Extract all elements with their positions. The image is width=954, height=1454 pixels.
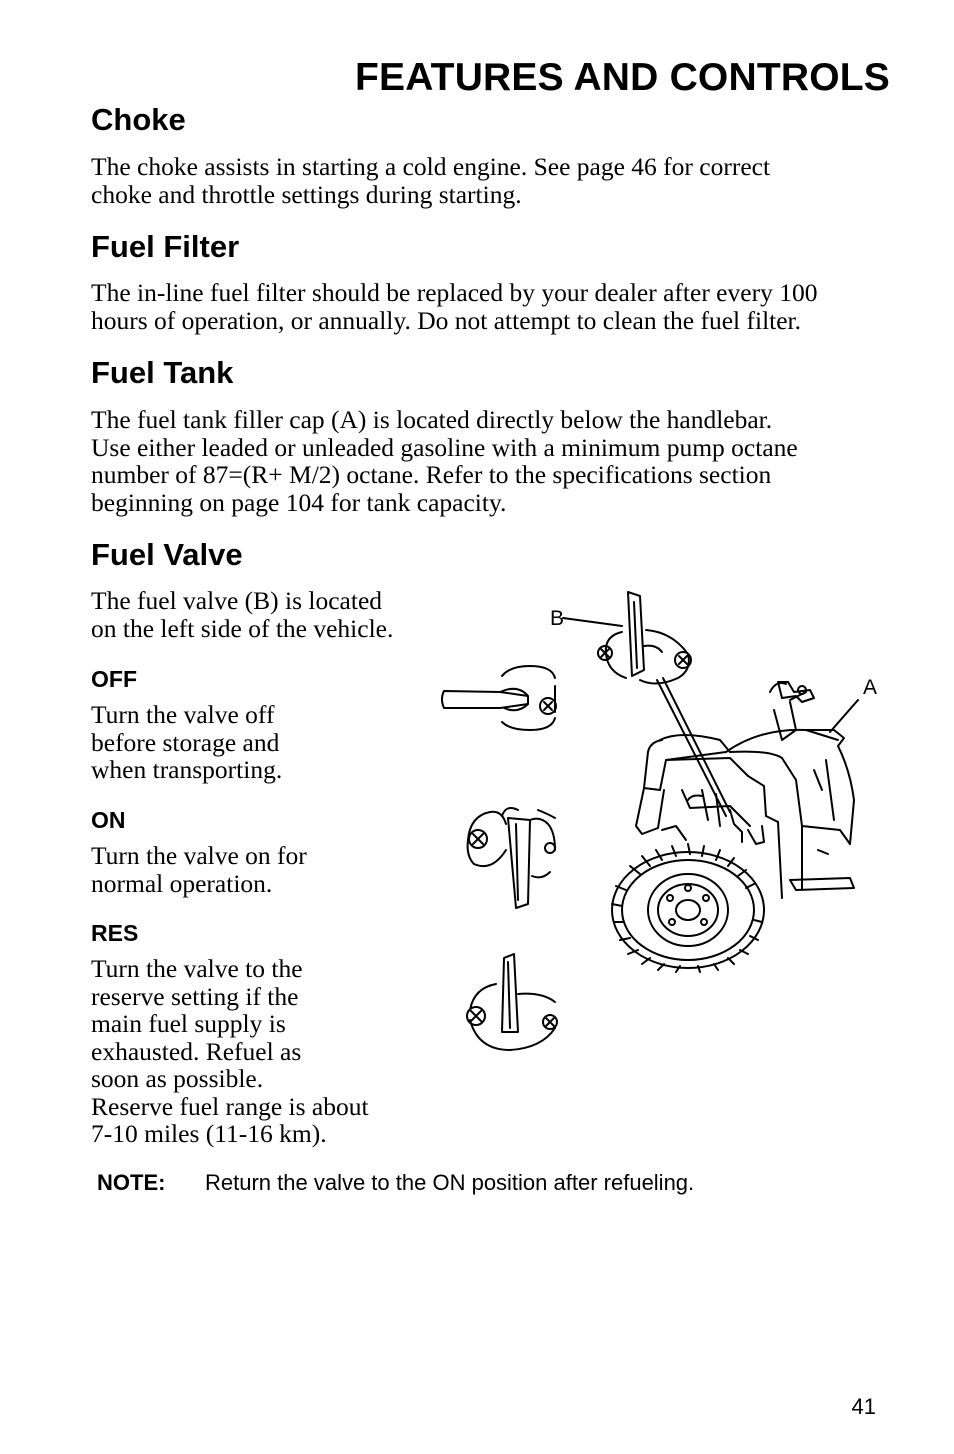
valve-b-detail [598,592,691,684]
text-line: Use either leaded or unleaded gasoline with a minimum pump octane [91,432,798,462]
text-line: The fuel tank filler cap (A) is located directly below the handlebar. [91,405,773,434]
off-paragraph [91,701,282,784]
text-line: Turn the valve off [91,700,275,729]
fuel-valve-paragraph [91,587,393,642]
fuel-valve-heading: Fuel Valve [91,537,243,572]
res-paragraph [91,955,369,1148]
choke-paragraph [91,153,770,208]
text-line: Reserve fuel range is about [91,1091,369,1121]
figure-label-b: B [550,607,565,630]
res-heading: RES [91,920,139,946]
on-heading: ON [91,807,126,833]
text-line: on the left side of the vehicle. [91,613,394,643]
text-line: The fuel valve (B) is located [91,586,383,615]
note-label: NOTE: [97,1170,166,1195]
text-line: Turn the valve on for [91,841,307,870]
text-line: choke and throttle settings during starting. [91,179,522,209]
leader-line-b [563,618,622,626]
leader-line-a [830,700,858,732]
fuel-filter-heading: Fuel Filter [91,229,240,264]
note-text: Return the valve to the ON position after refueling. [205,1170,695,1195]
page-title: FEATURES AND CONTROLS [354,56,890,99]
text-line: reserve setting if the [91,981,299,1011]
leader-line-b-to-atv [663,678,730,812]
fuel-filter-paragraph [91,279,817,334]
fuel-valve-illustration [430,580,880,1060]
text-line: The in-line fuel filter should be replaced by your dealer after every 100 [91,278,818,307]
off-heading: OFF [91,666,137,692]
text-line: The choke assists in starting a cold engine. See page 46 for correct [91,152,771,181]
text-line: before storage and [91,727,280,757]
valve-res-diagram [467,954,557,1050]
text-line: exhausted. Refuel as [91,1036,302,1066]
text-line: soon as possible. [91,1064,264,1093]
text-line: hours of operation, or annually. Do not attempt to clean the fuel filter. [91,305,802,335]
page-number: 41 [851,1394,876,1419]
text-line: 7-10 miles (11-16 km). [91,1119,327,1148]
valve-off-diagram [442,666,556,730]
text-line: when transporting. [91,755,283,784]
atv-illustration [612,682,854,972]
note [97,1170,694,1196]
text-line: beginning on page 104 for tank capacity. [91,487,507,517]
on-paragraph [91,842,307,897]
choke-heading: Choke [91,102,186,137]
fuel-tank-paragraph [91,406,798,516]
text-line: Turn the valve to the [91,954,303,983]
text-line: normal operation. [91,868,273,898]
figure-label-a: A [863,676,878,699]
fuel-tank-heading: Fuel Tank [91,355,234,390]
valve-on-diagram [468,808,555,908]
text-line: main fuel supply is [91,1009,286,1038]
text-line: number of 87=(R+ M/2) octane. Refer to the specifications section [91,460,772,489]
